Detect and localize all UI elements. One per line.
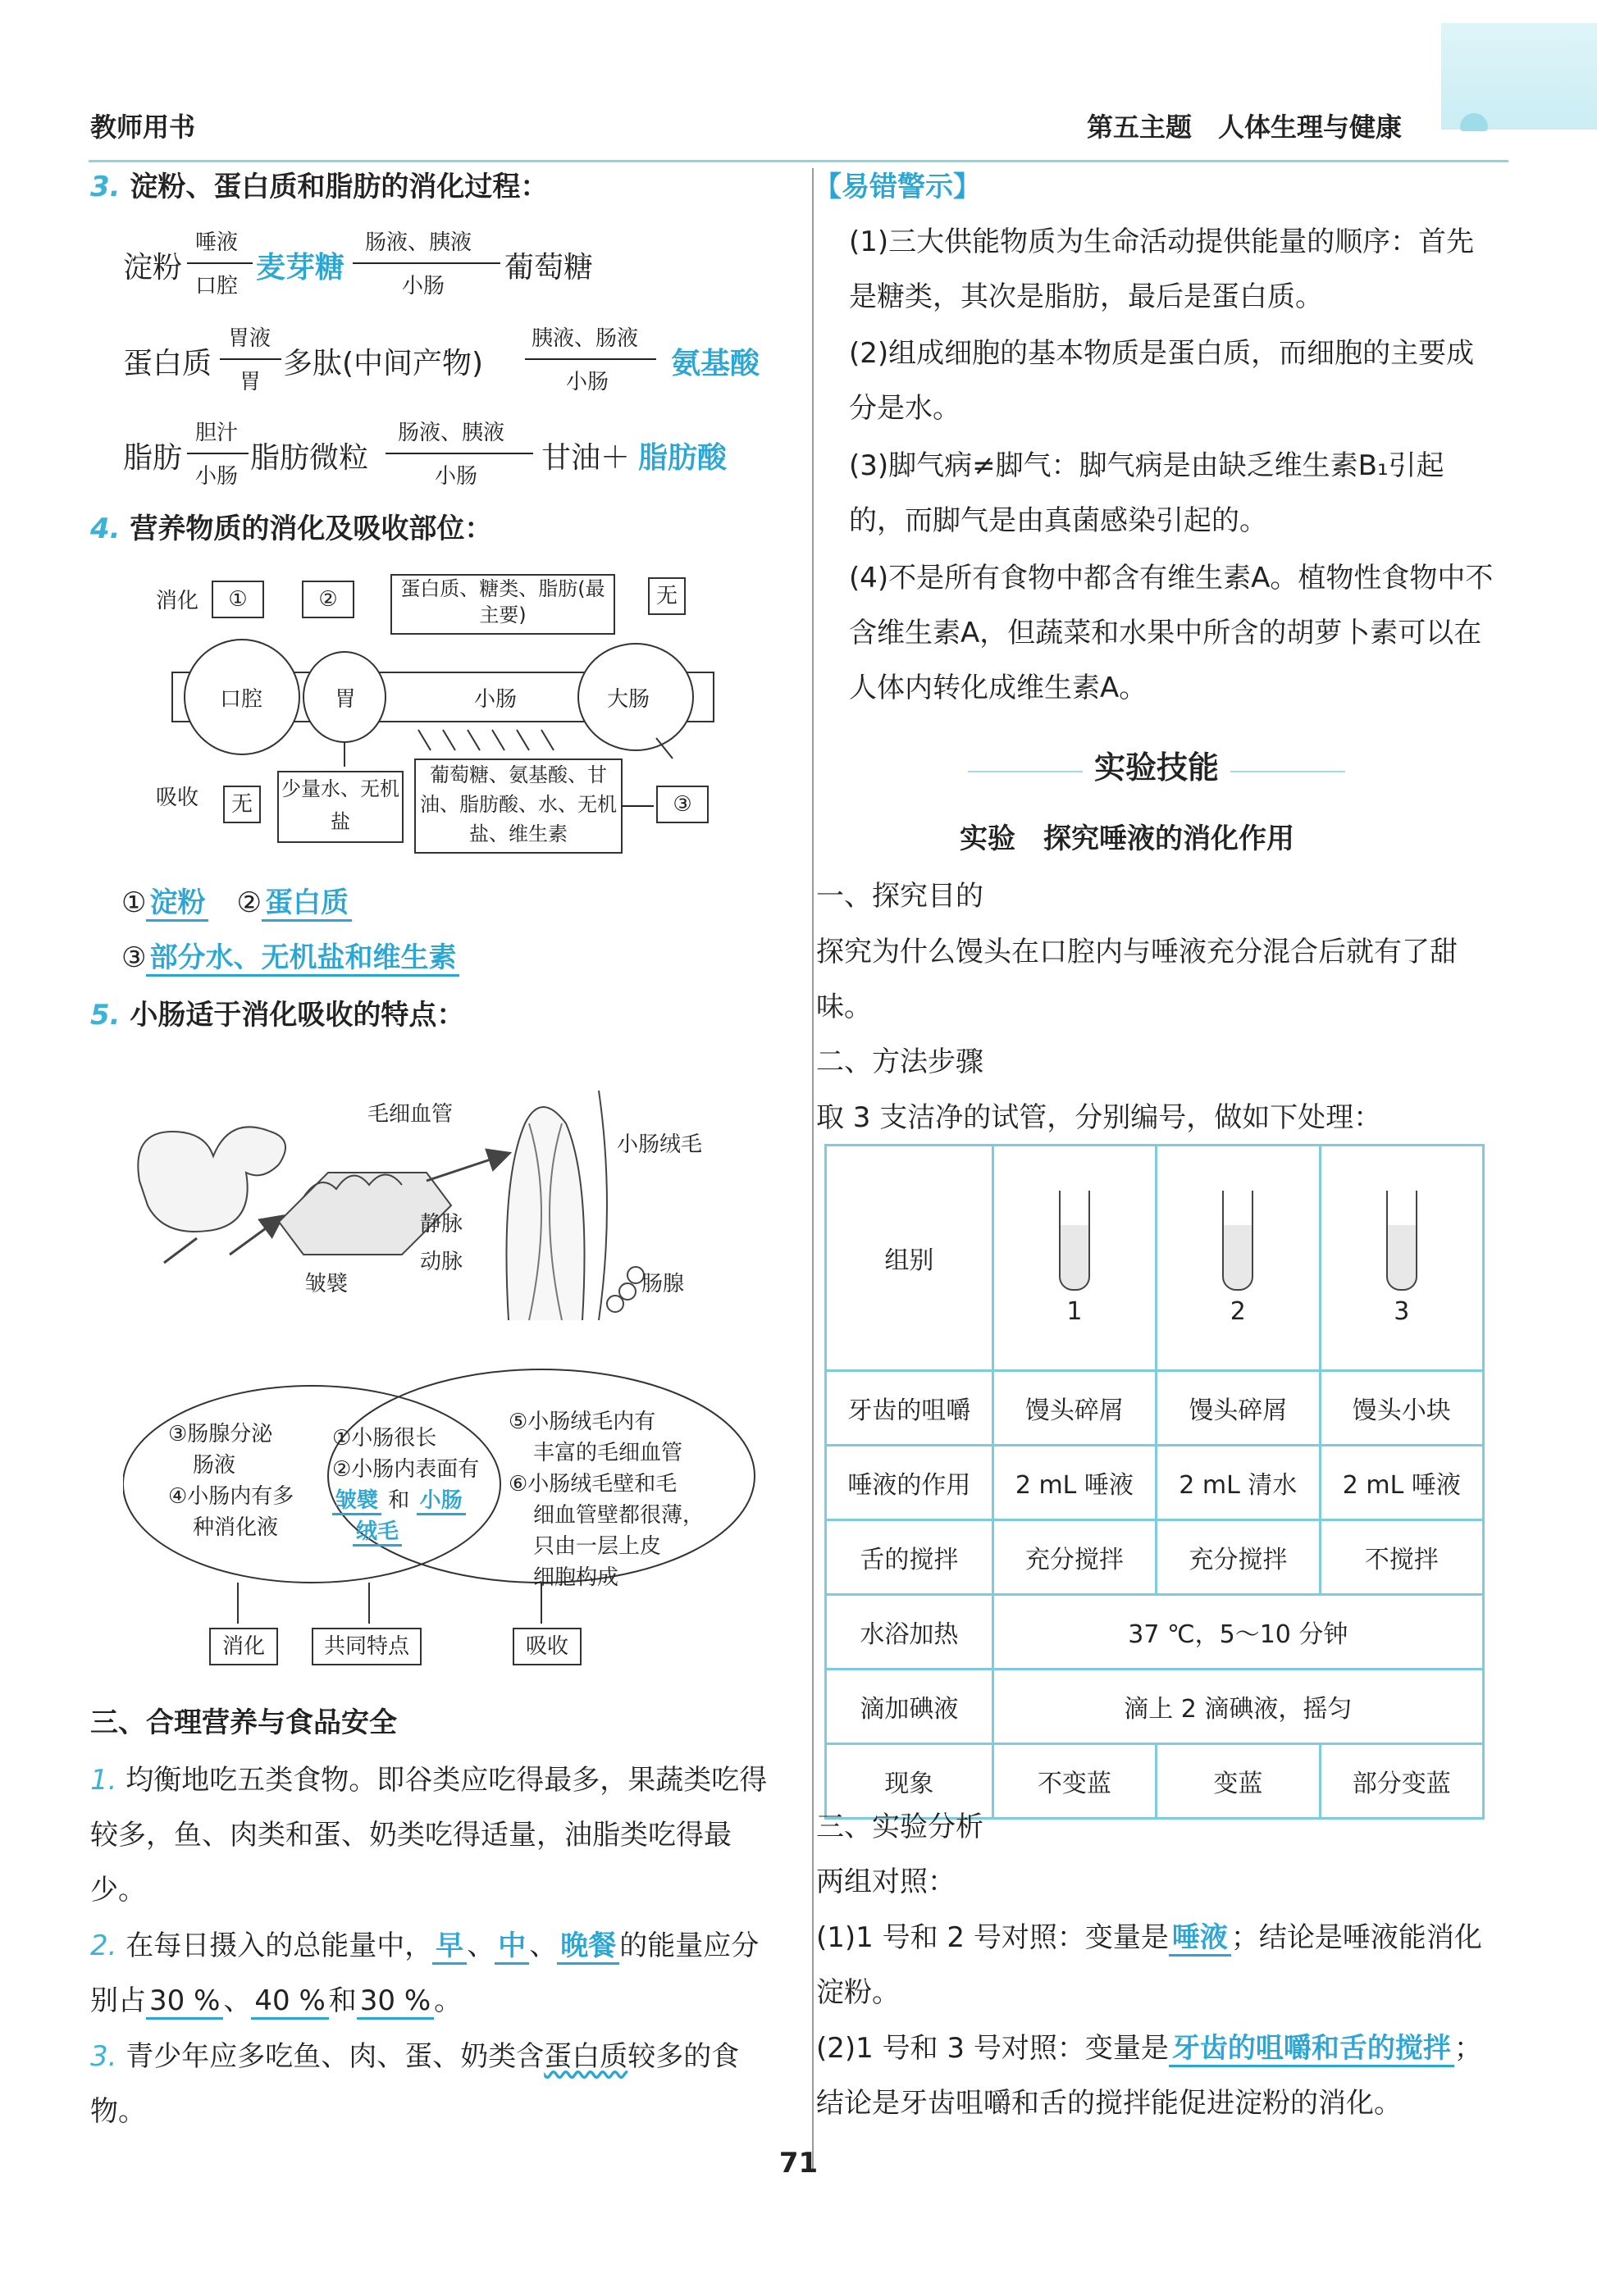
venn-r3: ⑥小肠绒毛壁和毛: [509, 1472, 678, 1496]
starch-a: 淀粉: [123, 251, 183, 285]
venn-l3: ④小肠内有多: [168, 1484, 294, 1509]
diag-c2: ②: [302, 581, 354, 618]
protein-a: 蛋白质: [123, 347, 212, 380]
diag-none-top: 无: [648, 577, 686, 615]
starch-arrow2: [353, 262, 500, 264]
diag-large: 大肠: [607, 687, 650, 712]
warn-3: (3)脚气病≠脚气：脚气病是由缺乏维生素B₁引起的，而脚气是由真菌感染引起的。: [849, 449, 1444, 537]
warn-2: (2)组成细胞的基本物质是蛋白质，而细胞的主要成分是水。: [849, 337, 1475, 425]
tbl-r3-c1: 充分搅拌: [992, 1520, 1156, 1595]
p4-num: 4.: [90, 512, 121, 545]
c1-ans: 唾液: [1169, 1921, 1231, 1957]
tbl-r3-c3: 不搅拌: [1320, 1520, 1483, 1595]
diag-c1: ①: [212, 581, 264, 618]
skill-heading: 实验技能: [1093, 749, 1219, 786]
s2-sep2: 、: [529, 1929, 558, 1962]
fat-arrow1: [187, 453, 249, 454]
tube-cell-1: [992, 1146, 1156, 1371]
s2-p1: 30 %: [146, 1984, 223, 2020]
fat-arrow2: [386, 453, 533, 454]
s2-m: 中: [495, 1929, 529, 1965]
protein-mid: 多肽(中间产物): [283, 347, 484, 380]
exp-c1: [816, 1911, 1497, 2020]
warn-4: (4)不是所有食物中都含有维生素A。植物性食物中不含维生素A，但蔬菜和水果中所含的胡萝卜素可以在人体内转化成维生素A。: [849, 562, 1494, 704]
test-tube-icon: [1386, 1191, 1417, 1291]
exp-c2: [816, 2021, 1497, 2131]
tbl-r1-c2: 馒头碎屑: [1157, 1371, 1320, 1446]
s1-num: 1.: [90, 1764, 117, 1797]
venn-l2: 肠液: [193, 1453, 236, 1478]
venn-r6: 细胞构成: [533, 1565, 619, 1590]
venn-m1: ①小肠很长: [332, 1426, 437, 1451]
fat-e1-top: 胆汁: [195, 421, 239, 445]
s2-sep3: 、: [223, 1984, 252, 2017]
protein-e1-top: 胃液: [228, 326, 271, 351]
venn-r4: 细血管壁都很薄，: [533, 1503, 705, 1528]
s2b: 的能量应分别占: [90, 1929, 760, 2017]
diag-none-bot: 无: [223, 786, 261, 823]
ans3: 部分水、无机盐和维生素: [146, 941, 459, 977]
header-topic-text: 第五主题: [1087, 112, 1193, 143]
exp-goal: 探究为什么馒头在口腔内与唾液充分混合后就有了甜味。: [816, 936, 1458, 1023]
fat-a: 脂肪: [123, 441, 183, 475]
starch-e2-top: 肠液、胰液: [365, 230, 472, 255]
diag-box-top: 蛋白质、糖类、脂肪(最主要): [390, 574, 615, 635]
skill-rule-right: [1230, 771, 1345, 772]
s2a: 在每日摄入的总能量中，: [125, 1929, 433, 1962]
tbl-r2-c3: 2 mL 唾液: [1320, 1446, 1483, 1520]
c1a: (1)1 号和 2 号对照：变量是: [816, 1921, 1169, 1954]
fig-gland: 肠腺: [641, 1272, 685, 1296]
tube-label-2: 2: [1230, 1296, 1246, 1326]
venn-b2: 共同特点: [312, 1628, 422, 1665]
diag-abs-arrow: [621, 805, 654, 807]
protein-e1-bot: 胃: [240, 370, 262, 394]
tbl-r5-c0: 滴加碘液: [826, 1670, 993, 1744]
venn-b1: 消化: [209, 1628, 278, 1665]
experiment-table: [824, 1144, 1485, 1820]
protein-arrow2: [525, 358, 656, 360]
protein-arrow1: [220, 358, 281, 360]
p3-num: 3.: [90, 171, 121, 203]
tbl-r6-c2: 变蓝: [1157, 1744, 1320, 1819]
warn-1: (1)三大供能物质为生命活动提供能量的顺序：首先是糖类，其次是脂肪，最后是蛋白质。: [849, 226, 1475, 313]
venn-r1: ⑤小肠绒毛内有: [509, 1410, 656, 1434]
fat-e1-bot: 小肠: [195, 464, 239, 489]
fat-e2-top: 肠液、胰液: [398, 421, 505, 445]
skill-rule-left: [968, 771, 1083, 772]
diag-oral: 口腔: [220, 687, 263, 712]
fat-mid: 脂肪微粒: [250, 441, 369, 475]
venn-r2: 丰富的毛细血管: [533, 1441, 683, 1465]
s2-sep1: 、: [467, 1929, 495, 1962]
fig-capillary: 毛细血管: [367, 1102, 454, 1127]
diag-small: 小肠: [474, 687, 518, 712]
s2-w: 晚餐: [557, 1929, 619, 1965]
corner-decoration: [1441, 23, 1597, 130]
p4-heading: [90, 502, 492, 557]
s2-and: 和: [328, 1984, 357, 2017]
venn-m4: 绒毛: [353, 1519, 402, 1547]
c1b: ；结论是唾液能消化淀粉。: [816, 1921, 1482, 2009]
p5-title: 小肠适于消化吸收的特点：: [130, 999, 465, 1032]
tbl-r6-c0: 现象: [826, 1744, 993, 1819]
c2a: (2)1 号和 3 号对照：变量是: [816, 2032, 1169, 2065]
s2-num: 2.: [90, 1929, 117, 1962]
sec3-heading: 三、合理营养与食品安全: [90, 1706, 397, 1739]
p5-heading: [90, 988, 464, 1043]
tbl-r6-c1: 不变蓝: [992, 1744, 1156, 1819]
exp-pairs: 两组对照：: [816, 1866, 956, 1898]
c2b: ；结论是牙齿咀嚼和舌的搅拌能促进淀粉的消化。: [816, 2032, 1482, 2120]
starch-e1-top: 唾液: [195, 230, 239, 255]
diag-abs-stomach: 少量水、无机盐: [277, 771, 404, 843]
ans2-label: ②: [236, 886, 262, 919]
s1-text: 均衡地吃五类食物。即谷类应吃得最多，果蔬类吃得较多，鱼、肉类和蛋、奶类吃得适量，油脂类吃得最少。: [90, 1764, 768, 1906]
tube-cell-3: [1320, 1146, 1483, 1371]
ans1: 淀粉: [146, 886, 208, 922]
s2-p3: 30 %: [357, 1984, 434, 2020]
diag-stomach: 胃: [335, 687, 357, 712]
page-number: 71: [778, 2147, 819, 2180]
venn-mid: [332, 1423, 479, 1547]
c2-ans: 牙齿的咀嚼和舌的搅拌: [1169, 2032, 1454, 2067]
exp-title: 实验 探究唾液的消化作用: [960, 822, 1294, 855]
p4-title: 营养物质的消化及吸收部位：: [130, 512, 493, 545]
fig-vein: 静脉: [420, 1212, 463, 1237]
exp-h1: 一、探究目的: [816, 880, 983, 913]
p5-num: 5.: [90, 999, 121, 1032]
tbl-r0-label: 组别: [826, 1146, 993, 1371]
venn-m2: ②小肠内表面有: [332, 1457, 480, 1482]
diag-abs-small: 葡萄糖、氨基酸、甘油、脂肪酸、水、无机盐、维生素: [414, 758, 623, 854]
diag-c3: ③: [656, 786, 709, 823]
test-tube-icon: [1222, 1191, 1253, 1291]
ans-line1: [121, 876, 352, 931]
protein-e2-bot: 小肠: [566, 370, 609, 394]
venn-right: [509, 1406, 704, 1593]
venn-m3b: 和: [388, 1488, 410, 1513]
p3-title: 淀粉、蛋白质和脂肪的消化过程：: [130, 171, 549, 203]
venn-b3: 吸收: [513, 1628, 582, 1665]
exp-h2: 二、方法步骤: [816, 1046, 983, 1078]
p3-heading: [90, 160, 548, 215]
column-divider: [812, 168, 814, 2169]
tbl-r4-c1: 37 ℃，5～10 分钟: [992, 1595, 1483, 1670]
fat-e2-bot: 小肠: [435, 464, 478, 489]
venn-l1: ③肠腺分泌: [168, 1422, 273, 1446]
starch-e1-bot: 口腔: [195, 274, 239, 298]
protein-end: 氨基酸: [671, 347, 760, 380]
ans2: 蛋白质: [262, 886, 352, 922]
starch-end: 葡萄糖: [504, 251, 594, 285]
ans1-label: ①: [121, 886, 147, 919]
s2-end: 。: [434, 1984, 463, 2017]
tube-cell-2: [1157, 1146, 1320, 1371]
starch-arrow1: [187, 262, 253, 264]
venn-m3a: 皱襞: [332, 1488, 381, 1515]
fig-artery: 动脉: [420, 1250, 463, 1274]
fat-end: 甘油＋: [541, 441, 631, 475]
header-topic: [1087, 107, 1402, 144]
header-title-text: 人体生理与健康: [1218, 112, 1403, 143]
tube-label-1: 1: [1066, 1296, 1083, 1326]
tbl-r1-c0: 牙齿的咀嚼: [826, 1371, 993, 1446]
s3-w: 蛋白质: [544, 2040, 628, 2073]
warn-heading: 【易错警示】: [814, 171, 981, 203]
header-left: 教师用书: [90, 112, 196, 143]
venn-left: [168, 1419, 294, 1543]
venn-l4: 种消化液: [193, 1515, 279, 1540]
diag-absorb: 吸收: [156, 786, 199, 810]
tbl-r2-c1: 2 mL 唾液: [992, 1446, 1156, 1520]
s3-para: [90, 2029, 771, 2139]
starch-e2-bot: 小肠: [402, 274, 445, 298]
tbl-r2-c2: 2 mL 清水: [1157, 1446, 1320, 1520]
fig-villi: 小肠绒毛: [617, 1132, 703, 1157]
exp-h3: 三、实验分析: [816, 1811, 983, 1843]
s3-num: 3.: [90, 2040, 117, 2073]
tbl-r5-c1: 滴上 2 滴碘液，摇匀: [992, 1670, 1483, 1744]
tbl-r1-c3: 馒头小块: [1320, 1371, 1483, 1446]
starch-mid: 麦芽糖: [256, 251, 345, 285]
tbl-r3-c0: 舌的搅拌: [826, 1520, 993, 1595]
s1-para: [90, 1753, 771, 1918]
tbl-r3-c2: 充分搅拌: [1157, 1520, 1320, 1595]
tbl-r2-c0: 唾液的作用: [826, 1446, 993, 1520]
tbl-r1-c1: 馒头碎屑: [992, 1371, 1156, 1446]
s2-z: 早: [432, 1929, 467, 1965]
protein-e2-top: 胰液、肠液: [532, 326, 639, 351]
s3b: 较多的食物。: [90, 2040, 740, 2128]
ans3-label: ③: [121, 941, 147, 974]
s2-p2: 40 %: [251, 1984, 328, 2020]
ans-line2: [121, 931, 459, 986]
venn-r5: 只由一层上皮: [533, 1534, 662, 1559]
test-tube-icon: [1059, 1191, 1090, 1291]
fat-end2: 脂肪酸: [638, 441, 728, 475]
fig-fold: 皱襞: [305, 1272, 349, 1296]
tbl-r4-c0: 水浴加热: [826, 1595, 993, 1670]
venn-m3c: 小肠: [417, 1488, 466, 1515]
exp-step: 取 3 支洁净的试管，分别编号，做如下处理：: [816, 1101, 1382, 1134]
tube-label-3: 3: [1394, 1296, 1410, 1326]
s3a: 青少年应多吃鱼、肉、蛋、奶类含: [125, 2040, 545, 2073]
tbl-r6-c3: 部分变蓝: [1320, 1744, 1483, 1819]
s2-para: [90, 1919, 771, 2029]
diag-digest: 消化: [156, 589, 199, 613]
